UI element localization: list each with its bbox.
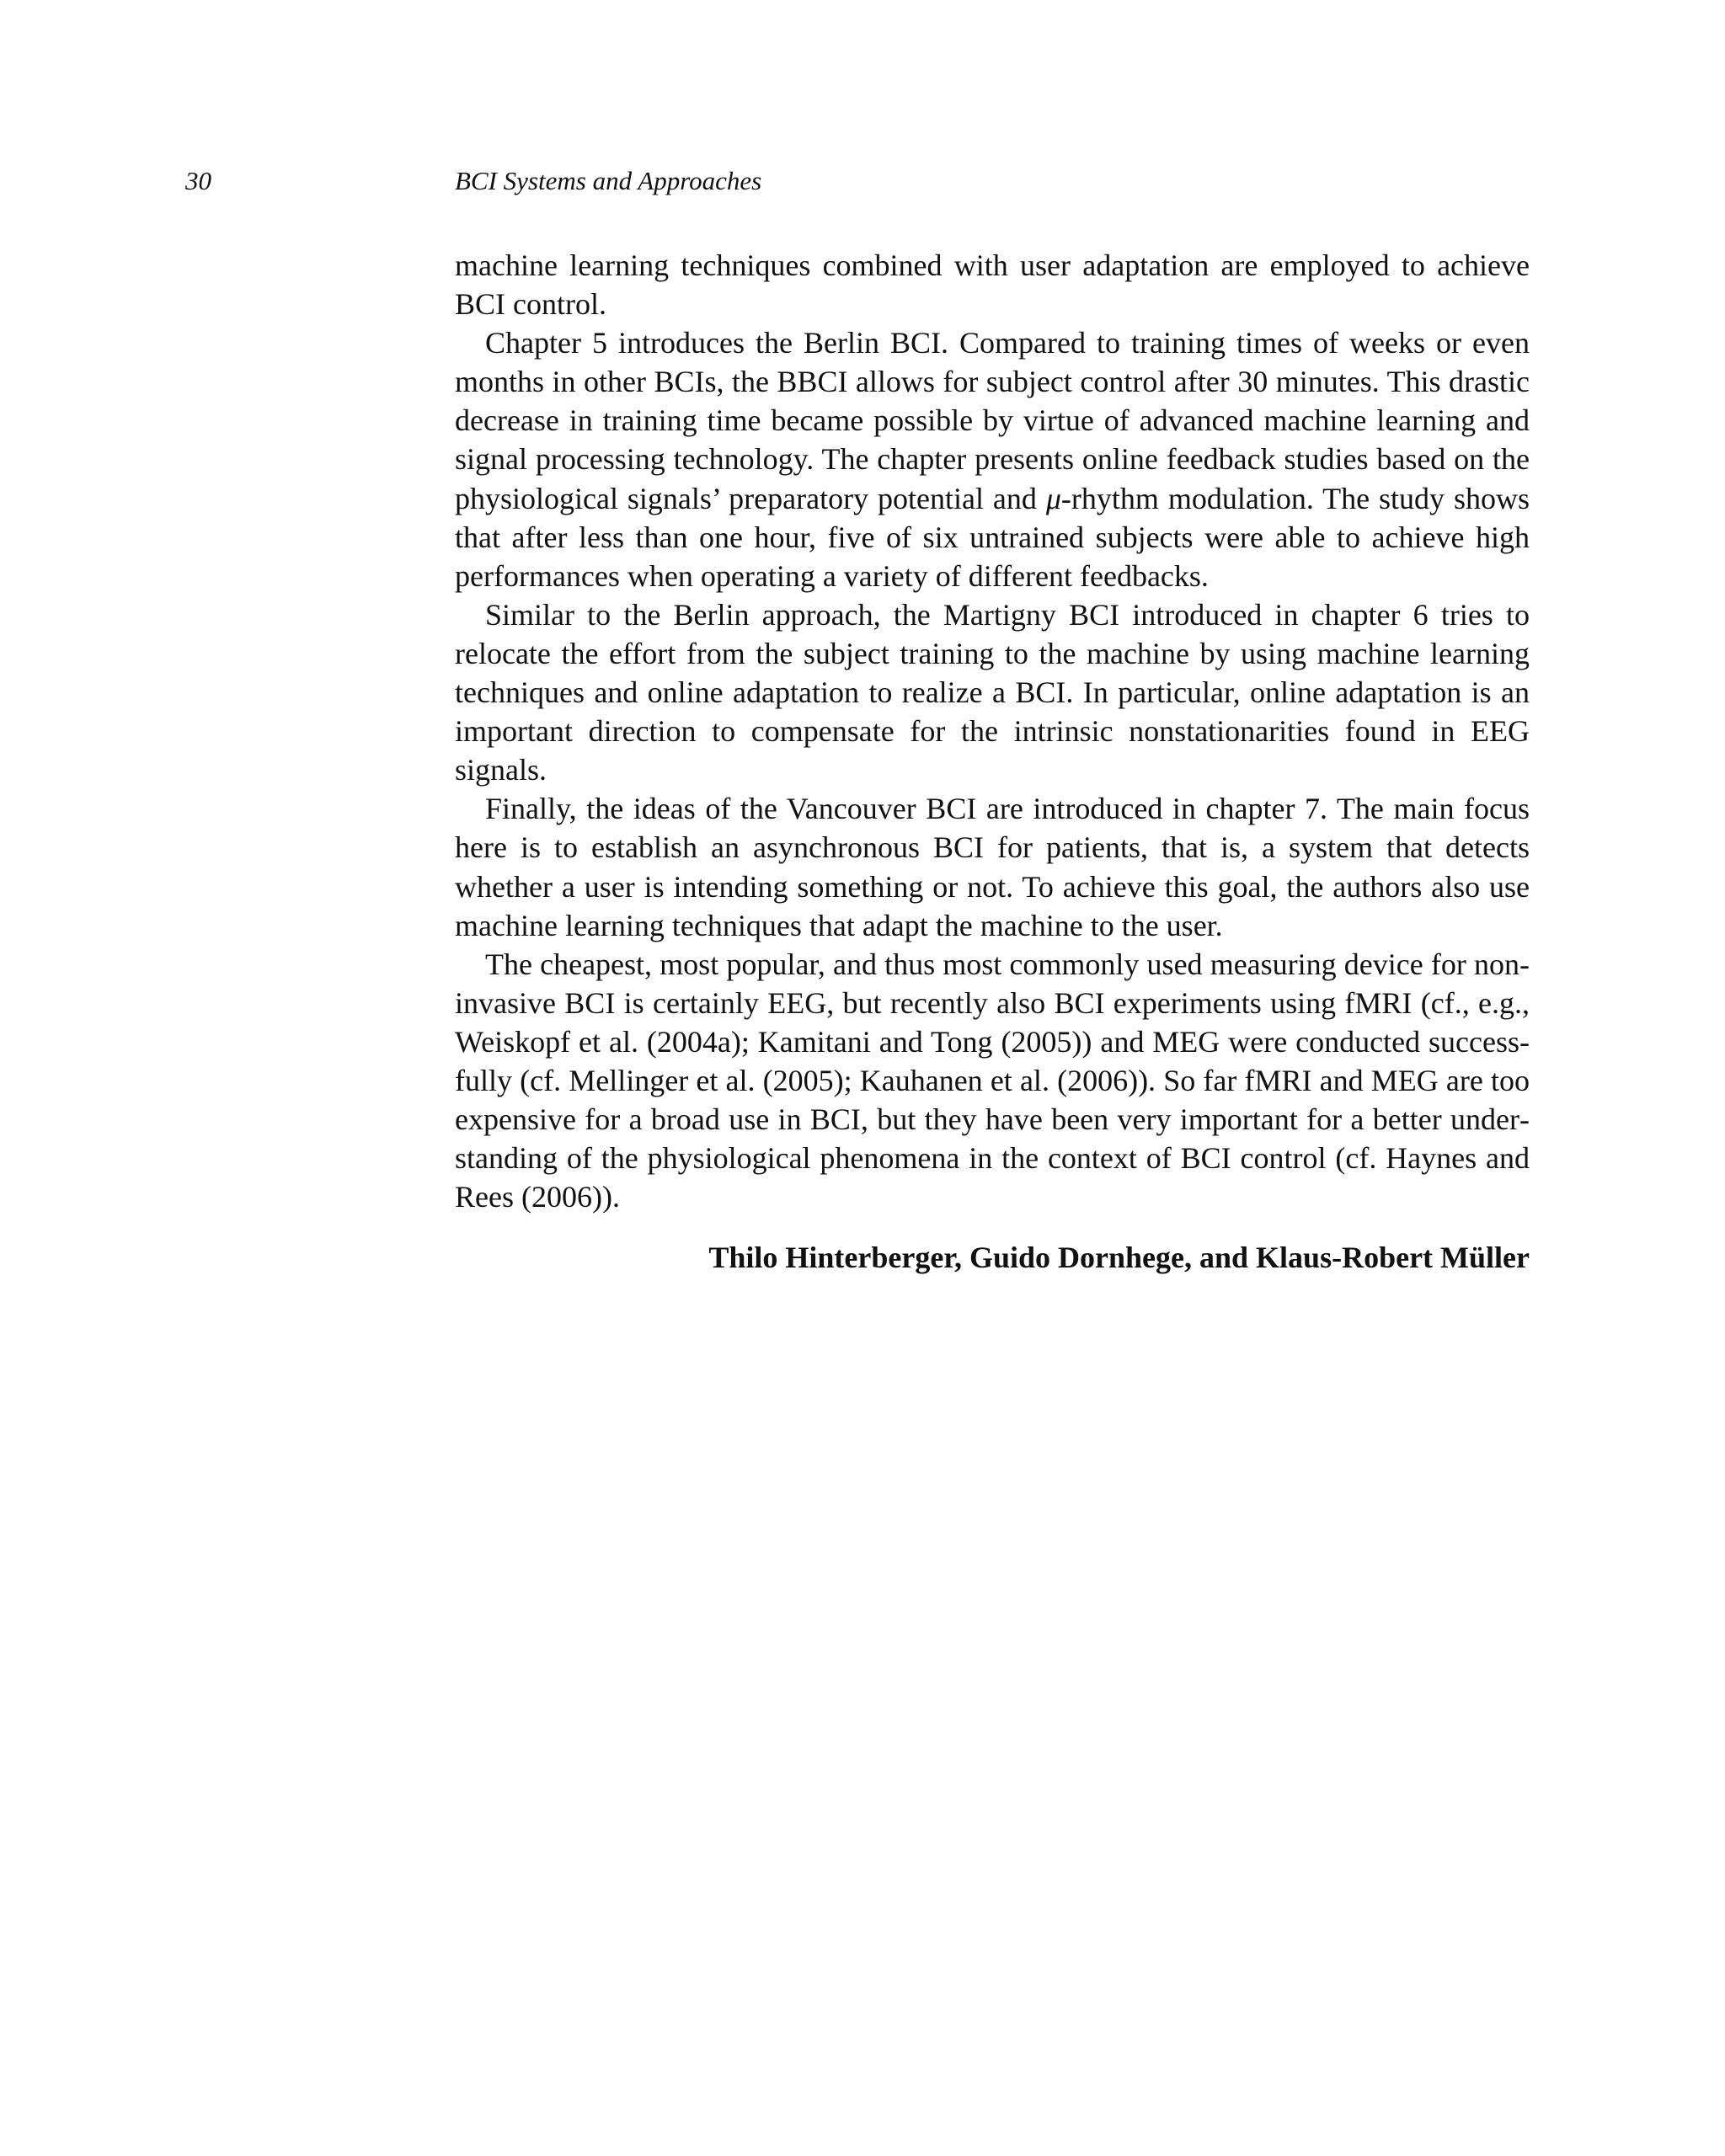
paragraph-2 <box>455 323 1530 595</box>
paragraph-2-text-b: -rhythm modulation. The study shows that after less than one hour, five of six untrained subjects were able to achieve high performances when operating a variety of different feedbacks. <box>455 481 1530 593</box>
running-title: BCI Systems and Approaches <box>455 166 762 195</box>
paragraph-5: The cheapest, most popular, and thus most commonly used measuring device for noninvasive BCI is certainly EEG, but recently also BCI experiments using fMRI (cf., e.g., Weiskopf et al. (2004a); Kamitani and Tong (2005)) and MEG were conducted successfully (cf. Mellinger et al. (2005); Kauhanen et al. (2006)). So far fMRI and MEG are too expensive for a broad use in BCI, but they have been very important for a better understanding of the physiological phenomena in the context of BCI control (cf. Haynes and Rees (2006)). <box>455 947 1530 1214</box>
paragraph-1: machine learning techniques combined with user adaptation are employed to achieve BCI control. <box>455 248 1530 322</box>
page-number: 30 <box>185 166 211 195</box>
mu-symbol: μ <box>1045 481 1061 515</box>
paragraph-3: Similar to the Berlin approach, the Martigny BCI introduced in chapter 6 tries to relocate the effort from the subject training to the machine by using machine learning techniques and online adaptation to realize a BCI. In particular, online adaptation is an important direction to compensate for the intrinsic nonstationarities found in EEG signals. <box>455 597 1530 787</box>
body-text <box>455 246 1530 1216</box>
paragraph-2-text-a: Chapter 5 introduces the Berlin BCI. Compared to training times of weeks or even months in other BCIs, the BBCI allows for subject control after 30 minutes. This drastic decrease in training time became possible by virtue of advanced machine learning and signal processing technology. The chapter presents online feedback studies based on the physiological signals’ preparatory potential and <box>455 326 1530 515</box>
author-signature: Thilo Hinterberger, Guido Dornhege, and Klaus-Robert Müller <box>708 1241 1530 1274</box>
running-head <box>0 160 1725 202</box>
paragraph-4: Finally, the ideas of the Vancouver BCI are introduced in chapter 7. The main focus here is to establish an asynchronous BCI for patients, that is, a system that detects whether a user is intending something or not. To achieve this goal, the authors also use machine learning techniques that adapt the machine to the user. <box>455 792 1530 942</box>
